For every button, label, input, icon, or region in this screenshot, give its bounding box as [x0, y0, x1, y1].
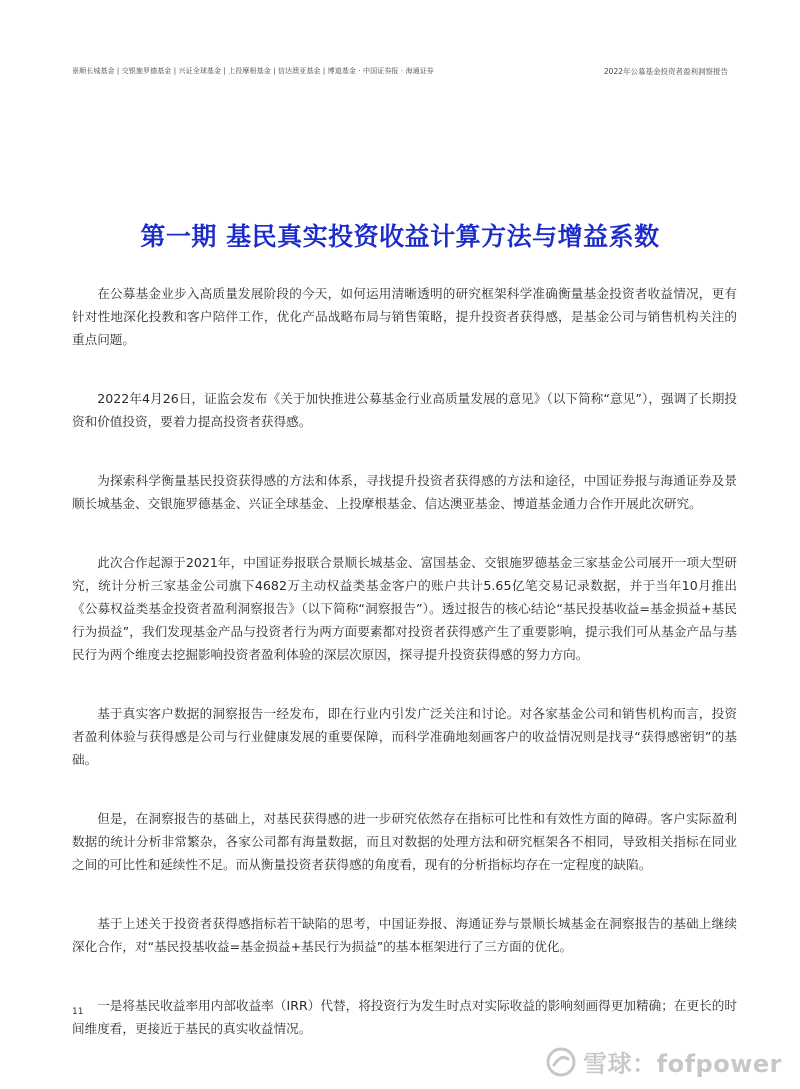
header-partners: 景顺长城基金 | 交银施罗德基金 | 兴证全球基金 | 上投摩根基金 | 信达澳亚基金 | 博道基金 · 中国证券报 · 海通证券	[72, 67, 434, 75]
snowball-logo-icon	[545, 1046, 577, 1078]
page-number: 11	[72, 1007, 84, 1017]
paragraph: 为探索科学衡量基民投资获得感的方法和体系，寻找提升投资者获得感的方法和途径，中国证券报与海通证券及景顺长城基金、交银施罗德基金、兴证全球基金、上投摩根基金、信达澳亚基金、博道基金通力合作开展此次研究。	[72, 473, 737, 511]
watermark	[545, 1044, 782, 1079]
watermark-text: 雪球：fofpower	[583, 1050, 782, 1078]
paragraph: 在公募基金业步入高质量发展阶段的今天，如何运用清晰透明的研究框架科学准确衡量基金投资者收益情况，更有针对性地深化投教和客户陪伴工作，优化产品战略布局与销售策略，提升投资者获得感，是基金公司与销售机构关注的重点问题。	[72, 286, 737, 347]
paragraph: 但是，在洞察报告的基础上，对基民获得感的进一步研究依然存在指标可比性和有效性方面的障碍。客户实际盈利数据的统计分析非常繁杂，各家公司都有海量数据，而且对数据的处理方法和研究框架各不相同，导致相关指标在同业之间的可比性和延续性不足。而从衡量投资者获得感的角度看，现有的分析指标均存在一定程度的缺陷。	[72, 811, 737, 872]
page-title: 第一期 基民真实投资收益计算方法与增益系数	[140, 221, 660, 251]
header-report-title: 2022年公募基金投资者盈利洞察报告	[603, 67, 728, 76]
paragraph: 基于上述关于投资者获得感指标若干缺陷的思考，中国证券报、海通证券与景顺长城基金在洞察报告的基础上继续深化合作，对“基民投基收益=基金损益+基民行为损益”的基本框架进行了三方面的优化。	[72, 916, 737, 954]
paragraph: 此次合作起源于2021年，中国证券报联合景顺长城基金、富国基金、交银施罗德基金三家基金公司展开一项大型研究，统计分析三家基金公司旗下4682万主动权益类基金客户的账户共计5.65亿笔交易记录数据，并于当年10月推出《公募权益类基金投资者盈利洞察报告》（以下简称“洞察报告”）。透过报告的核心结论“基民投基收益=基金损益+基民行为损益”，我们发现基金产品与投资者行为两方面要素都对投资者获得感产生了重要影响，提示我们可从基金产品与基民行为两个维度去挖掘影响投资者盈利体验的深层次原因，探寻提升投资获得感的努力方向。	[72, 555, 737, 662]
paragraph: 基于真实客户数据的洞察报告一经发布，即在行业内引发广泛关注和讨论。对各家基金公司和销售机构而言，投资者盈利体验与获得感是公司与行业健康发展的重要保障，而科学准确地刻画客户的收益情况则是找寻“获得感密钥”的基础。	[72, 706, 737, 767]
paragraph: 2022年4月26日，证监会发布《关于加快推进公募基金行业高质量发展的意见》（以下简称“意见”），强调了长期投资和价值投资，要着力提高投资者获得感。	[72, 391, 737, 429]
article-body	[72, 282, 737, 1076]
paragraph: 一是将基民收益率用内部收益率（IRR）代替，将投资行为发生时点对实际收益的影响刻画得更加精确；在更长的时间维度看，更接近于基民的真实收益情况。	[72, 998, 737, 1036]
